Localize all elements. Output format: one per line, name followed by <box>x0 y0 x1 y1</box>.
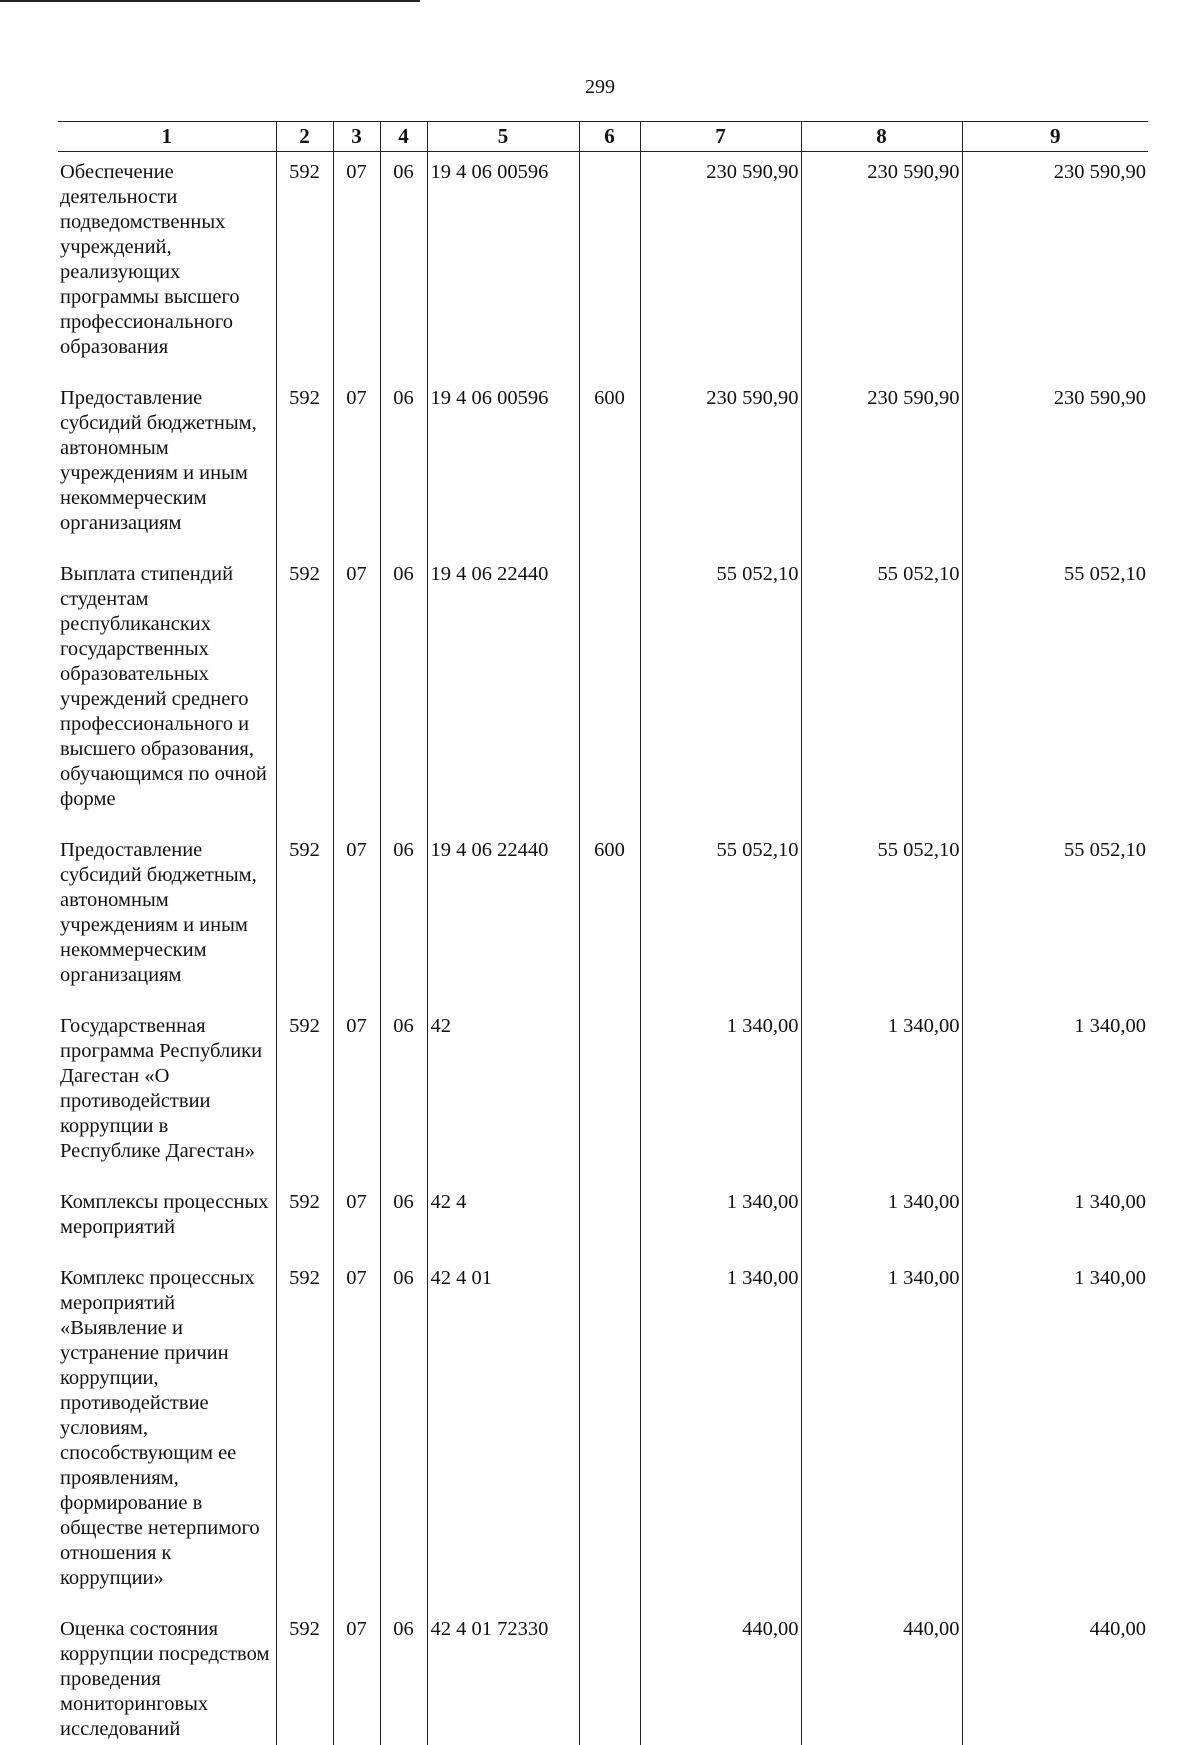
header-row <box>58 122 1148 152</box>
table-row <box>58 1182 1148 1258</box>
cell-col-2: 592 <box>276 1609 333 1745</box>
cell-col-8: 55 052,10 <box>801 554 962 830</box>
table-row <box>58 378 1148 554</box>
header-col-5: 5 <box>427 122 579 152</box>
cell-col-9: 440,00 <box>962 1609 1148 1745</box>
cell-col-2: 592 <box>276 1258 333 1609</box>
header-col-8: 8 <box>801 122 962 152</box>
cell-col-3: 07 <box>333 554 380 830</box>
cell-col-2: 592 <box>276 554 333 830</box>
cell-col-5: 42 4 01 72330 <box>427 1609 579 1745</box>
row-name: Предоставление субсидий бюджетным, автономным учреждениям и иным некоммерческим организациям <box>60 387 257 534</box>
cell-col-3: 07 <box>333 1006 380 1182</box>
cell-col-3: 07 <box>333 830 380 1006</box>
cell-col-6 <box>579 152 640 379</box>
cell-col-8: 230 590,90 <box>801 378 962 554</box>
cell-col-2: 592 <box>276 378 333 554</box>
cell-col-4: 06 <box>380 1609 427 1745</box>
cell-col-9: 230 590,90 <box>962 152 1148 379</box>
cell-col-2: 592 <box>276 1006 333 1182</box>
row-name: Государственная программа Республики Дагестан «О противодействии коррупции в Республике Дагестан» <box>60 1015 263 1162</box>
cell-col-5: 42 <box>427 1006 579 1182</box>
cell-col-6 <box>579 554 640 830</box>
row-name: Предоставление субсидий бюджетным, автономным учреждениям и иным некоммерческим организациям <box>60 839 257 986</box>
cell-col-7: 440,00 <box>640 1609 801 1745</box>
cell-col-3: 07 <box>333 378 380 554</box>
row-name: Оценка состояния коррупции посредством проведения мониторинговых исследований <box>60 1618 270 1740</box>
header-col-1: 1 <box>58 122 276 152</box>
cell-col-3: 07 <box>333 1609 380 1745</box>
cell-col-8: 230 590,90 <box>801 152 962 379</box>
row-name: Выплата стипендий студентам республиканских государственных образовательных учреждений среднего профессионального и высшего образования, обучающимся по очной форме <box>60 563 267 810</box>
cell-col-9: 230 590,90 <box>962 378 1148 554</box>
header-col-2: 2 <box>276 122 333 152</box>
cell-col-7: 55 052,10 <box>640 830 801 1006</box>
cell-col-6 <box>579 1609 640 1745</box>
cell-col-8: 55 052,10 <box>801 830 962 1006</box>
cell-col-2: 592 <box>276 152 333 379</box>
cell-col-5: 42 4 01 <box>427 1258 579 1609</box>
page-number: 299 <box>585 76 615 98</box>
table-row <box>58 1258 1148 1609</box>
cell-col-9: 55 052,10 <box>962 554 1148 830</box>
cell-col-2: 592 <box>276 830 333 1006</box>
cell-col-3: 07 <box>333 152 380 379</box>
cell-col-4: 06 <box>380 152 427 379</box>
budget-table <box>58 121 1148 1745</box>
cell-col-2: 592 <box>276 1182 333 1258</box>
cell-col-9: 55 052,10 <box>962 830 1148 1006</box>
cell-col-3: 07 <box>333 1258 380 1609</box>
cell-col-7: 230 590,90 <box>640 378 801 554</box>
header-col-3: 3 <box>333 122 380 152</box>
cell-col-5: 19 4 06 00596 <box>427 378 579 554</box>
row-name: Комплекс процессных мероприятий «Выявление и устранение причин коррупции, противодействие условиям, способствующим ее проявлениям, формирование в обществе нетерпимого отношения к коррупции» <box>60 1267 260 1589</box>
header-col-4: 4 <box>380 122 427 152</box>
cell-col-5: 42 4 <box>427 1182 579 1258</box>
cell-col-7: 230 590,90 <box>640 152 801 379</box>
cell-col-7: 55 052,10 <box>640 554 801 830</box>
top-rule <box>0 0 420 2</box>
table-row <box>58 152 1148 379</box>
table-row <box>58 830 1148 1006</box>
cell-col-4: 06 <box>380 1182 427 1258</box>
cell-col-9: 1 340,00 <box>962 1006 1148 1182</box>
cell-col-4: 06 <box>380 1258 427 1609</box>
cell-col-6: 600 <box>579 830 640 1006</box>
header-col-9: 9 <box>962 122 1148 152</box>
table-row <box>58 1609 1148 1745</box>
cell-col-8: 440,00 <box>801 1609 962 1745</box>
cell-col-8: 1 340,00 <box>801 1182 962 1258</box>
cell-col-9: 1 340,00 <box>962 1258 1148 1609</box>
cell-col-4: 06 <box>380 554 427 830</box>
cell-col-8: 1 340,00 <box>801 1006 962 1182</box>
cell-col-9: 1 340,00 <box>962 1182 1148 1258</box>
cell-col-8: 1 340,00 <box>801 1258 962 1609</box>
cell-col-7: 1 340,00 <box>640 1258 801 1609</box>
cell-col-5: 19 4 06 22440 <box>427 830 579 1006</box>
row-name: Обеспечение деятельности подведомственных учреждений, реализующих программы высшего профессионального образования <box>60 161 240 358</box>
cell-col-5: 19 4 06 22440 <box>427 554 579 830</box>
header-col-7: 7 <box>640 122 801 152</box>
cell-col-7: 1 340,00 <box>640 1006 801 1182</box>
cell-col-3: 07 <box>333 1182 380 1258</box>
row-name: Комплексы процессных мероприятий <box>60 1191 269 1238</box>
table-row <box>58 1006 1148 1182</box>
cell-col-5: 19 4 06 00596 <box>427 152 579 379</box>
cell-col-6: 600 <box>579 378 640 554</box>
cell-col-4: 06 <box>380 378 427 554</box>
cell-col-6 <box>579 1182 640 1258</box>
cell-col-6 <box>579 1258 640 1609</box>
table-row <box>58 554 1148 830</box>
cell-col-6 <box>579 1006 640 1182</box>
cell-col-4: 06 <box>380 1006 427 1182</box>
cell-col-4: 06 <box>380 830 427 1006</box>
cell-col-7: 1 340,00 <box>640 1182 801 1258</box>
header-col-6: 6 <box>579 122 640 152</box>
